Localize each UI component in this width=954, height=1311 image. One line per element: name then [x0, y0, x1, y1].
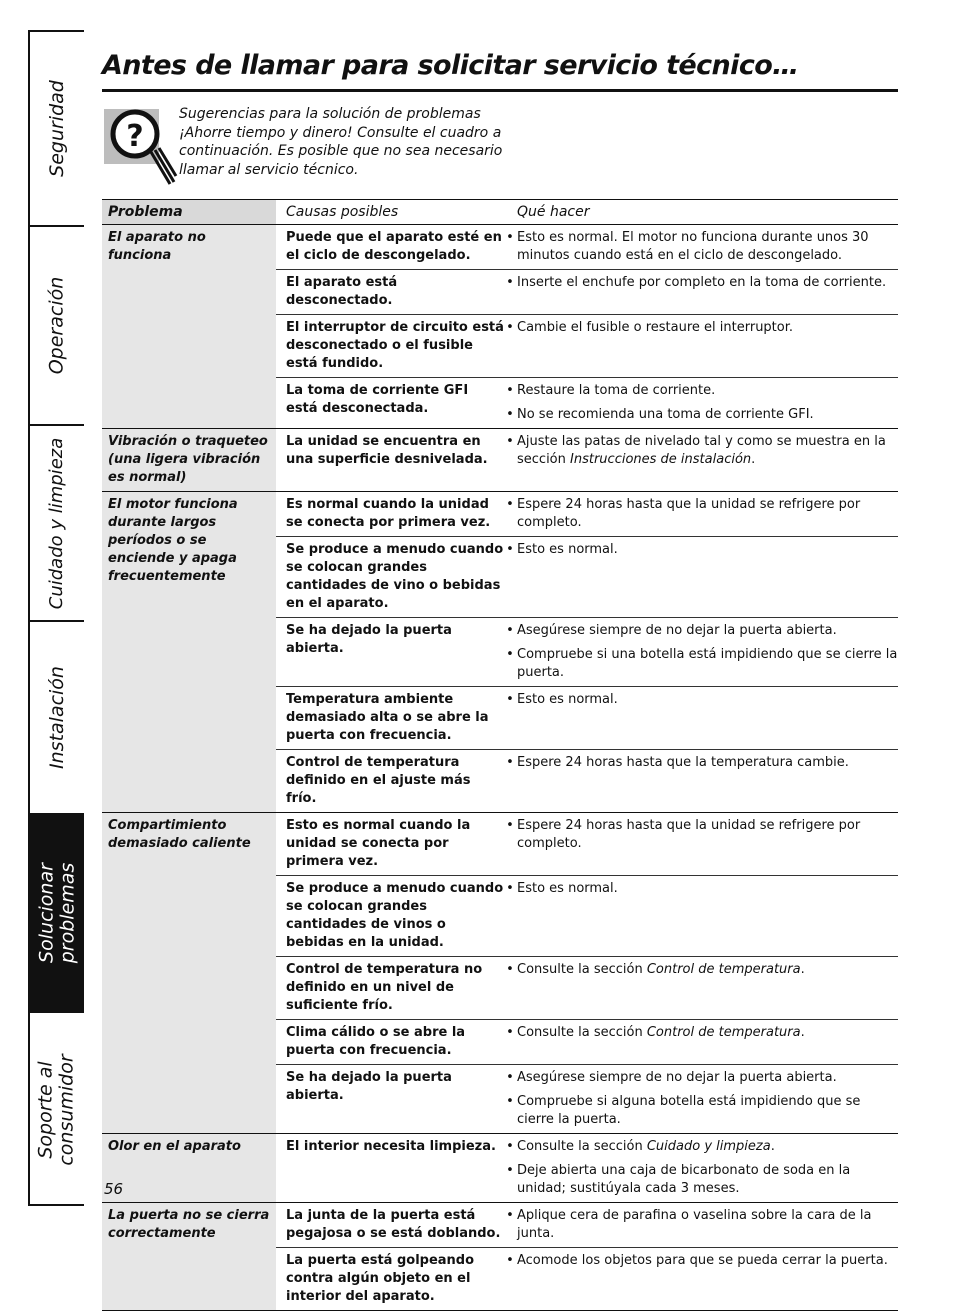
table-row: [276, 315, 898, 378]
section-tabs: [28, 30, 84, 1206]
action-item: [504, 1138, 898, 1156]
tab-solucionar-problemas[interactable]: [30, 815, 84, 1013]
action-text: Aplique cera de parafina o vaselina sobre la cara de la junta.: [517, 1208, 872, 1241]
problem-group: [102, 1203, 898, 1311]
cause-cell: La toma de corriente GFI está desconectada.: [286, 383, 469, 416]
action-text: Acomode los objetos para que se pueda cerrar la puerta.: [517, 1253, 888, 1268]
cause-cell: Puede que el aparato esté en el ciclo de descongelado.: [286, 230, 502, 263]
action-cell: [504, 957, 898, 1019]
header-cause: Causas posibles: [286, 204, 399, 220]
action-cell: [504, 429, 898, 473]
action-text: Esto es normal. El motor no funciona durante unos 30 minutos cuando está en el ciclo de descongelado.: [517, 230, 869, 263]
table-row: [276, 1134, 898, 1202]
action-item: [504, 541, 898, 559]
header-problem: Problema: [102, 200, 276, 224]
action-cell: [504, 537, 898, 617]
cause-cell: El interior necesita limpieza.: [286, 1139, 496, 1154]
action-text: Consulte la sección Cuidado y limpieza.: [517, 1139, 775, 1154]
action-item: [504, 691, 898, 709]
tab-seguridad[interactable]: Seguridad: [30, 32, 84, 227]
cause-cell: Temperatura ambiente demasiado alta o se abre la puerta con frecuencia.: [286, 692, 489, 743]
table-body: [102, 225, 898, 1311]
action-item: [504, 961, 898, 979]
table-row: [276, 492, 898, 537]
problem-group: [102, 225, 898, 429]
bullet-icon: •: [506, 647, 514, 662]
action-cell: [504, 315, 898, 377]
problem-group: [102, 429, 898, 492]
table-row: [276, 687, 898, 750]
table-row: [276, 618, 898, 687]
cause-cell: Se ha dejado la puerta abierta.: [286, 1070, 452, 1103]
cause-cell: El aparato está desconectado.: [286, 275, 398, 308]
action-cell: [504, 876, 898, 956]
action-item: [504, 1069, 898, 1087]
action-item: [504, 382, 898, 400]
action-text: Compruebe si alguna botella está impidiendo que se cierre la puerta.: [517, 1094, 861, 1127]
action-text: Consulte la sección Control de temperatura.: [517, 962, 805, 977]
cause-cell: La puerta está golpeando contra algún objeto en el interior del aparato.: [286, 1253, 475, 1304]
action-text: Compruebe si una botella está impidiendo que se cierre la puerta.: [517, 647, 898, 680]
bullet-icon: •: [506, 818, 514, 833]
action-item: [504, 433, 898, 469]
table-row: [276, 1020, 898, 1065]
action-item: [504, 274, 898, 292]
action-cell: [504, 1134, 898, 1202]
table-row: [276, 378, 898, 428]
action-item: [504, 406, 898, 424]
action-item: [504, 880, 898, 898]
table-row: [276, 876, 898, 957]
action-cell: [504, 1248, 898, 1310]
bullet-icon: •: [506, 320, 514, 335]
bullet-icon: •: [506, 881, 514, 896]
cause-cell: La junta de la puerta está pegajosa o se está doblando.: [286, 1208, 501, 1241]
svg-text:?: ?: [126, 119, 144, 154]
action-item: [504, 1162, 898, 1198]
action-cell: [504, 1065, 898, 1133]
bullet-icon: •: [506, 407, 514, 422]
action-text: Asegúrese siempre de no dejar la puerta abierta.: [517, 623, 837, 638]
cause-cell: La unidad se encuentra en una superficie desnivelada.: [286, 434, 488, 467]
action-text: Asegúrese siempre de no dejar la puerta abierta.: [517, 1070, 837, 1085]
bullet-icon: •: [506, 1094, 514, 1109]
tab-soporte-al-consumidor[interactable]: Soporte al consumidor: [35, 1053, 78, 1166]
action-text: Consulte la sección Control de temperatura.: [517, 1025, 805, 1040]
action-cell: [504, 1203, 898, 1247]
action-item: [504, 1024, 898, 1042]
problem-cell: El motor funciona durante largos períodos o se enciende y apaga frecuentemente: [102, 492, 276, 812]
table-header: [102, 199, 898, 225]
action-text: Esto es normal.: [517, 542, 618, 557]
action-cell: [504, 378, 898, 428]
bullet-icon: •: [506, 542, 514, 557]
table-row: [276, 270, 898, 315]
cause-cell: Se ha dejado la puerta abierta.: [286, 623, 452, 656]
intro-text: Sugerencias para la solución de problemas ¡Ahorre tiempo y dinero! Consulte el cuadro a continuación. Es posible que no sea necesario llamar al servicio técnico.: [179, 106, 503, 178]
action-item: [504, 817, 898, 853]
bullet-icon: •: [506, 1163, 514, 1178]
cause-cell: Control de temperatura no definido en un nivel de suficiente frío.: [286, 962, 483, 1013]
action-cell: [504, 750, 898, 812]
tab-instalacion[interactable]: Instalación: [30, 622, 84, 815]
action-item: [504, 1093, 898, 1129]
page-number: 56: [104, 1180, 124, 1198]
table-row: [276, 1203, 898, 1248]
problem-group: [102, 492, 898, 813]
problem-cell: Compartimiento demasiado caliente: [102, 813, 276, 1133]
cause-cell: Se produce a menudo cuando se colocan grandes cantidades de vinos o bebidas en la unidad.: [286, 881, 504, 950]
page-title: Antes de llamar para solicitar servicio técnico…: [102, 50, 799, 81]
action-cell: [504, 225, 898, 269]
problem-cell: El aparato no funciona: [102, 225, 276, 428]
bullet-icon: •: [506, 1208, 514, 1223]
bullet-icon: •: [506, 383, 514, 398]
action-text: Cambie el fusible o restaure el interruptor.: [517, 320, 794, 335]
action-cell: [504, 492, 898, 536]
action-cell: [504, 270, 898, 314]
action-cell: [504, 618, 898, 686]
bullet-icon: •: [506, 1025, 514, 1040]
action-text: Ajuste las patas de nivelado tal y como se muestra en la sección Instrucciones de instalación.: [517, 434, 886, 467]
action-item: [504, 319, 898, 337]
action-item: [504, 1207, 898, 1243]
cause-cell: Se produce a menudo cuando se colocan grandes cantidades de vino o bebidas en el aparato.: [286, 542, 504, 611]
bullet-icon: •: [506, 1070, 514, 1085]
action-text: No se recomienda una toma de corriente GFI.: [517, 407, 814, 422]
table-row: [276, 750, 898, 812]
bullet-icon: •: [506, 1253, 514, 1268]
action-text: Espere 24 horas hasta que la unidad se refrigere por completo.: [517, 497, 861, 530]
problem-cell: Vibración o traqueteo (una ligera vibración es normal): [102, 429, 276, 491]
action-item: [504, 496, 898, 532]
bullet-icon: •: [506, 230, 514, 245]
action-text: Esto es normal.: [517, 881, 618, 896]
action-text: Esto es normal.: [517, 692, 618, 707]
action-cell: [504, 1020, 898, 1064]
tab-solucionar-problemas-label: Solucionar problemas: [35, 862, 78, 964]
bullet-icon: •: [506, 275, 514, 290]
action-text: Inserte el enchufe por completo en la toma de corriente.: [517, 275, 887, 290]
table-row: [276, 225, 898, 270]
cause-cell: Clima cálido o se abre la puerta con frecuencia.: [286, 1025, 466, 1058]
header-action: Qué hacer: [517, 204, 590, 220]
cause-cell: Es normal cuando la unidad se conecta por primera vez.: [286, 497, 491, 530]
title-rule: [102, 89, 898, 92]
action-item: [504, 754, 898, 772]
bullet-icon: •: [506, 497, 514, 512]
action-item: [504, 229, 898, 265]
action-cell: [504, 687, 898, 749]
problem-cell: Olor en el aparato: [102, 1134, 276, 1202]
bullet-icon: •: [506, 692, 514, 707]
table-row: [276, 429, 898, 473]
cause-cell: Esto es normal cuando la unidad se conecta por primera vez.: [286, 818, 471, 869]
tab-cuidado-y-limpieza[interactable]: Cuidado y limpieza: [30, 426, 84, 622]
cause-cell: El interruptor de circuito está desconectado o el fusible está fundido.: [286, 320, 504, 371]
bullet-icon: •: [506, 755, 514, 770]
action-cell: [504, 813, 898, 875]
bullet-icon: •: [506, 434, 514, 449]
action-item: [504, 646, 898, 682]
table-row: [276, 1065, 898, 1133]
cause-cell: Control de temperatura definido en el ajuste más frío.: [286, 755, 471, 806]
table-row: [276, 537, 898, 618]
problem-cell: La puerta no se cierra correctamente: [102, 1203, 276, 1310]
action-text: Deje abierta una caja de bicarbonato de soda en la unidad; sustitúyala cada 3 meses.: [517, 1163, 851, 1196]
table-row: [276, 813, 898, 876]
bullet-icon: •: [506, 1139, 514, 1154]
action-item: [504, 1252, 898, 1270]
table-row: [276, 1248, 898, 1310]
action-item: [504, 622, 898, 640]
table-row: [276, 957, 898, 1020]
action-text: Espere 24 horas hasta que la unidad se refrigere por completo.: [517, 818, 861, 851]
tab-operacion[interactable]: Operación: [30, 227, 84, 426]
problem-column-footer: [102, 1180, 276, 1199]
question-magnifier-icon: [104, 106, 180, 190]
troubleshooting-table: [102, 199, 898, 1311]
action-text: Restaure la toma de corriente.: [517, 383, 716, 398]
problem-group: [102, 813, 898, 1134]
bullet-icon: •: [506, 623, 514, 638]
action-text: Espere 24 horas hasta que la temperatura cambie.: [517, 755, 849, 770]
bullet-icon: •: [506, 962, 514, 977]
